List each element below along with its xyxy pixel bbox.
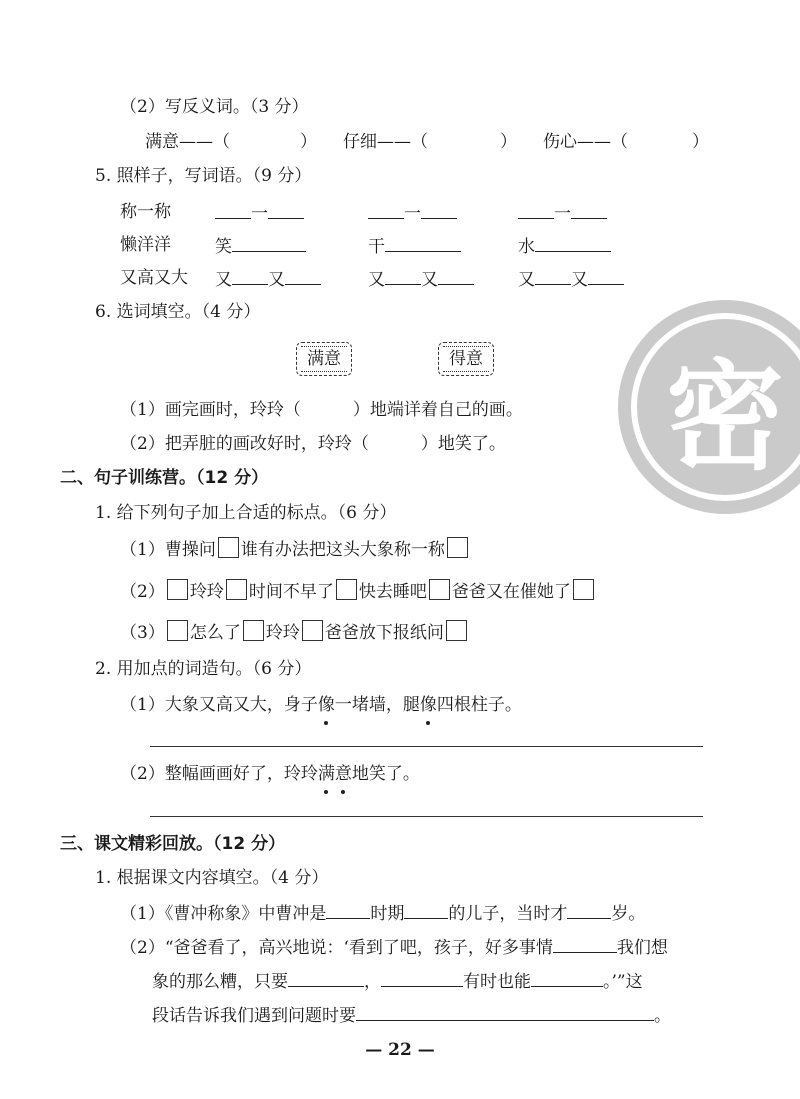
q5-row1-item1: 一: [215, 200, 304, 226]
q5-row2-item1: 笑: [215, 233, 306, 259]
section3-title: 三、课文精彩回放。（12 分）: [60, 834, 286, 854]
q5-row3-item3: 又 又: [518, 266, 624, 292]
fill-line-2: （2）“爸爸看了，高兴地说：‘看到了吧，孩子，好多事情 我们想: [120, 934, 668, 960]
sentence-making-1: （1）大象又高又大，身子像一堵墙，腿像四根柱子。: [120, 695, 522, 715]
answer-line-1[interactable]: [150, 746, 703, 747]
q5-title: 5. 照样子，写词语。（9 分）: [95, 166, 312, 186]
antonym-3-label: 伤心——（: [543, 132, 628, 152]
punct-sentence3: （3） 怎么了 玲玲 爸爸放下报纸问: [120, 620, 469, 645]
seal-character: 密: [631, 313, 800, 501]
q5-row1-item2: 一: [368, 200, 457, 226]
fill-line-3: 象的那么糟，只要 ， 有时也能 。’”这: [152, 968, 643, 994]
antonym-1-label: 满意——（: [145, 132, 230, 152]
fill-line-4: 段话告诉我们遇到问题时要 。: [152, 1002, 671, 1028]
q5-row3-example: 又高又大: [120, 268, 188, 288]
answer-line-2[interactable]: [150, 816, 703, 817]
antonym-2-close: ）: [500, 132, 517, 152]
fill-line-1: （1）《曹冲称象》中曹冲是 时期 的儿子，当时才 岁。: [120, 900, 645, 926]
page-number: — 22 —: [365, 1040, 435, 1060]
section2-title: 二、句子训练营。（12 分）: [60, 468, 269, 488]
q5-row2-item2: 干: [368, 233, 461, 259]
q6-sentence1: （1）画完画时，玲玲（ ）地端详着自己的画。: [120, 400, 523, 420]
q5-row2-item3: 水: [518, 233, 611, 259]
antonym-2-label: 仔细——（: [343, 132, 428, 152]
q5-row2-example: 懒洋洋: [120, 235, 171, 255]
q6-title: 6. 选词填空。（4 分）: [95, 302, 261, 322]
word-card-manyi: 满意: [296, 342, 352, 376]
q5-row1-item3: 一: [518, 200, 607, 226]
word-card-deyi: 得意: [438, 342, 494, 376]
antonym-1-close: ）: [300, 132, 317, 152]
q5-row3-item2: 又 又: [368, 266, 474, 292]
q5-row1-example: 称一称: [120, 202, 171, 222]
sec2-q1-title: 1. 给下列句子加上合适的标点。（6 分）: [95, 503, 397, 523]
q5-row3-item1: 又 又: [215, 266, 321, 292]
antonym-3-close: ）: [692, 132, 709, 152]
sec3-q1-title: 1. 根据课文内容填空。（4 分）: [95, 868, 329, 888]
sec2-q2-title: 2. 用加点的词造句。（6 分）: [95, 659, 312, 679]
q6-sentence2: （2）把弄脏的画改好时，玲玲（ ）地笑了。: [120, 434, 506, 454]
punct-sentence2: （2） 玲玲 时间不早了 快去睡吧 爸爸又在催她了: [120, 579, 596, 604]
antonym-row: [145, 130, 709, 154]
confidential-seal: [618, 300, 800, 514]
q4-2-title: （2）写反义词。（3 分）: [120, 97, 309, 117]
sentence-making-2: （2）整幅画画好了，玲玲满意地笑了。: [120, 764, 420, 784]
punct-sentence1: （1）曹操问 谁有办法把这头大象称一称: [120, 537, 470, 562]
